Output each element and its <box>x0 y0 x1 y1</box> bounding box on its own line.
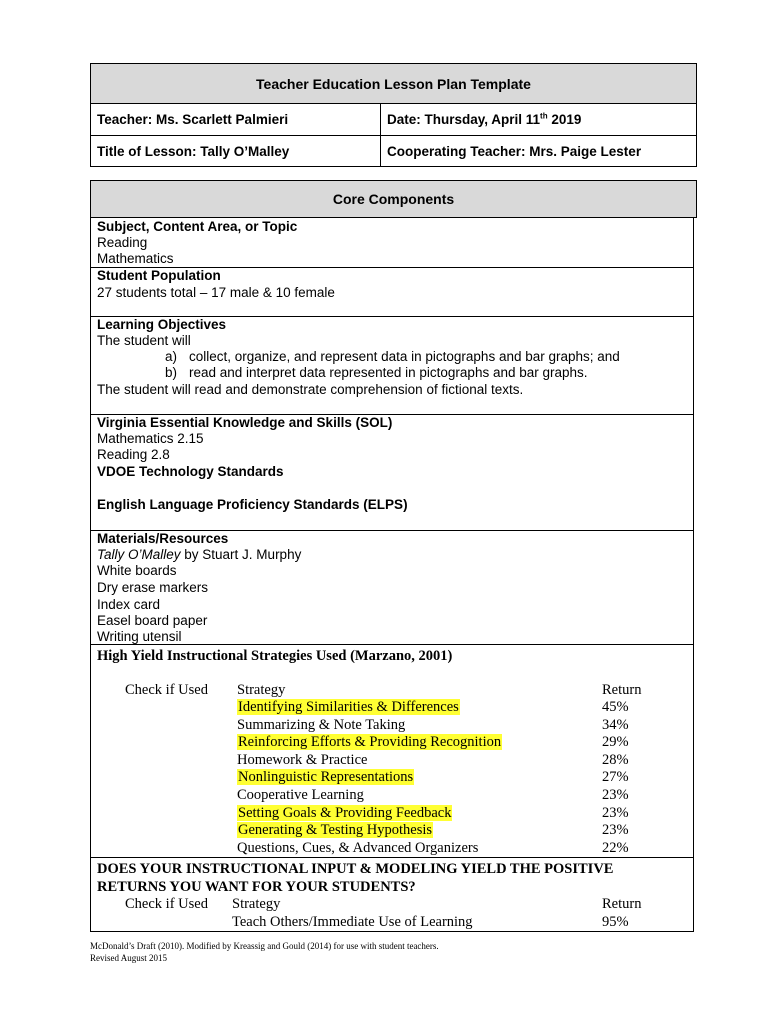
strategy-row-return: 29% <box>602 734 629 751</box>
tech-standards-label: VDOE Technology Standards <box>97 464 284 479</box>
population-label: Student Population <box>97 268 221 283</box>
materials-label: Materials/Resources <box>97 531 229 546</box>
objective-item: read and interpret data represented in pictographs and bar graphs. <box>189 365 588 380</box>
strategy-row-name: Setting Goals & Providing Feedback <box>238 804 452 821</box>
strategy-row-return: 45% <box>602 699 629 715</box>
strategy-row-return: 27% <box>602 769 629 786</box>
population-section <box>90 267 694 317</box>
objective-marker: a) <box>165 349 178 364</box>
strategy-row-name: Summarizing & Note Taking <box>237 716 406 733</box>
sol-item: Mathematics 2.15 <box>97 431 204 446</box>
lesson-date: Date: Thursday, April 11th 2019 <box>387 111 582 127</box>
strategy-row-name: Identifying Similarities & Differences <box>238 699 459 715</box>
subject-item: Reading <box>97 235 148 250</box>
sol-label: Virginia Essential Knowledge and Skills (SOL) <box>97 415 393 430</box>
objectives-intro: The student will <box>97 333 191 348</box>
strategy-row-name: Nonlinguistic Representations <box>238 769 414 786</box>
objectives-section <box>90 316 694 415</box>
col-return: Return <box>602 682 642 698</box>
book-title: Tally O’Malley <box>97 547 181 562</box>
material-item: Easel board paper <box>97 613 208 628</box>
strategies-label: High Yield Instructional Strategies Used (Marzano, 2001) <box>97 648 453 664</box>
modeling-col-return: Return <box>602 896 642 912</box>
materials-book <box>97 547 301 563</box>
modeling-col-check: Check if Used <box>125 896 208 912</box>
strategy-row-name: Cooperative Learning <box>237 787 364 803</box>
strategy-row-name: Generating & Testing Hypothesis <box>238 822 433 839</box>
modeling-row-strategy: Teach Others/Immediate Use of Learning <box>232 914 473 930</box>
modeling-row-return: 95% <box>602 914 629 930</box>
strategy-row-return: 23% <box>602 822 629 839</box>
strategy-row-return: 34% <box>602 716 629 733</box>
date-cell <box>380 103 697 136</box>
col-check-if-used: Check if Used <box>125 682 208 698</box>
teacher-cell <box>90 103 381 136</box>
footer-credit: McDonald’s Draft (2010). Modified by Kreassig and Gould (2014) for use with student teachers. <box>90 941 439 951</box>
page-title: Teacher Education Lesson Plan Template <box>256 76 531 92</box>
material-item: Index card <box>97 597 161 612</box>
material-item: Dry erase markers <box>97 580 209 595</box>
objective-item: collect, organize, and represent data in pictographs and bar graphs; and <box>189 349 620 364</box>
footer-revised: Revised August 2015 <box>90 953 168 963</box>
core-components-title: Core Components <box>332 191 455 207</box>
material-item: White boards <box>97 563 177 578</box>
strategy-row-name: Questions, Cues, & Advanced Organizers <box>237 839 479 856</box>
strategies-section <box>90 644 694 858</box>
strategy-row-name: Homework & Practice <box>237 751 368 768</box>
modeling-question-line2: RETURNS YOU WANT FOR YOUR STUDENTS? <box>97 879 416 895</box>
modeling-question-line1: DOES YOUR INSTRUCTIONAL INPUT & MODELING YIELD THE POSITIVE <box>97 861 614 877</box>
lesson-title-cell <box>90 135 381 167</box>
teacher-name: Teacher: Ms. Scarlett Palmieri <box>97 112 289 127</box>
objectives-closing: The student will read and demonstrate comprehension of fictional texts. <box>97 382 524 397</box>
objective-marker: b) <box>165 365 178 380</box>
sol-section <box>90 414 694 531</box>
book-author: by Stuart J. Murphy <box>180 547 302 562</box>
core-components-header <box>90 180 697 218</box>
subject-item: Mathematics <box>97 251 174 266</box>
strategy-row-return: 28% <box>602 751 629 768</box>
elps-label: English Language Proficiency Standards (ELPS) <box>97 497 408 512</box>
objectives-label: Learning Objectives <box>97 317 227 332</box>
col-strategy: Strategy <box>237 682 286 698</box>
modeling-section <box>90 857 694 932</box>
material-item: Writing utensil <box>97 629 182 644</box>
cooperating-teacher: Cooperating Teacher: Mrs. Paige Lester <box>387 144 642 159</box>
header-title-cell <box>90 63 697 104</box>
sol-item: Reading 2.8 <box>97 447 170 462</box>
materials-section <box>90 530 694 645</box>
population-text: 27 students total – 17 male & 10 female <box>97 285 335 300</box>
strategy-row-name: Reinforcing Efforts & Providing Recognition <box>238 734 502 751</box>
subject-label: Subject, Content Area, or Topic <box>97 219 298 234</box>
strategy-row-return: 23% <box>602 804 629 821</box>
lesson-title: Title of Lesson: Tally O’Malley <box>97 144 290 159</box>
subject-section <box>90 217 694 268</box>
cooperating-teacher-cell <box>380 135 697 167</box>
modeling-col-strategy: Strategy <box>232 896 281 912</box>
strategy-row-return: 22% <box>602 839 629 856</box>
strategy-row-return: 23% <box>602 787 629 803</box>
